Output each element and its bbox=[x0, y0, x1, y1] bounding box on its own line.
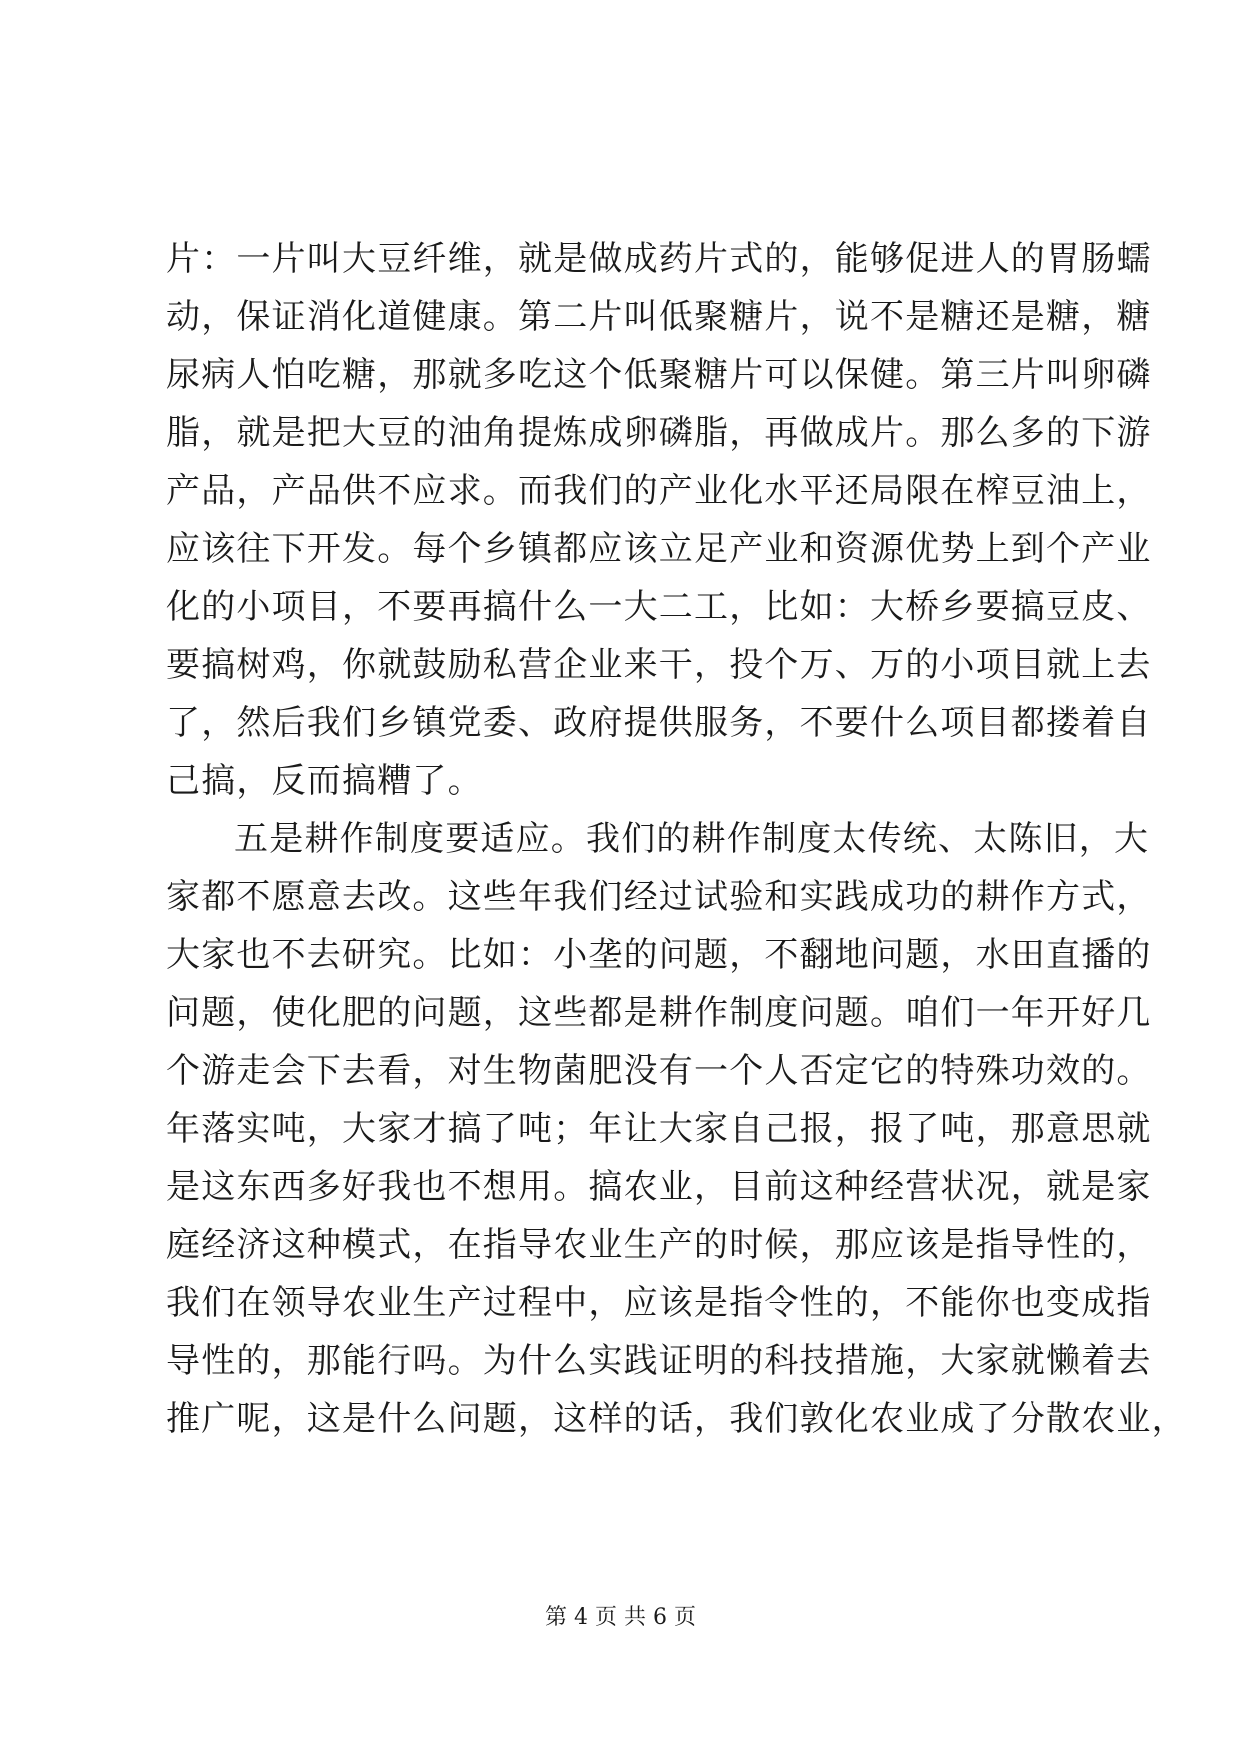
text-line: 推广呢，这是什么问题，这样的话，我们敦化农业成了分散农业， bbox=[166, 1399, 1187, 1439]
text-line: 个游走会下去看，对生物菌肥没有一个人否定它的特殊功效的。 bbox=[166, 1051, 1152, 1091]
text-line: 片：一片叫大豆纤维，就是做成药片式的，能够促进人的胃肠蠕 bbox=[166, 239, 1152, 279]
text-line: 己搞，反而搞糟了。 bbox=[166, 761, 483, 801]
page-footer bbox=[0, 1603, 1241, 1633]
text-line: 应该往下开发。每个乡镇都应该立足产业和资源优势上到个产业 bbox=[166, 529, 1152, 569]
text-line: 家都不愿意去改。这些年我们经过试验和实践成功的耕作方式， bbox=[166, 877, 1152, 917]
text-line: 动，保证消化道健康。第二片叫低聚糖片，说不是糖还是糖，糖 bbox=[166, 297, 1152, 337]
text-line: 尿病人怕吃糖，那就多吃这个低聚糖片可以保健。第三片叫卵磷 bbox=[166, 355, 1152, 395]
text-line: 我们在领导农业生产过程中，应该是指令性的，不能你也变成指 bbox=[166, 1283, 1152, 1323]
text-line: 年落实吨，大家才搞了吨；年让大家自己报，报了吨，那意思就 bbox=[166, 1109, 1152, 1149]
text-line: 脂，就是把大豆的油角提炼成卵磷脂，再做成片。那么多的下游 bbox=[166, 413, 1152, 453]
text-line: 是这东西多好我也不想用。搞农业，目前这种经营状况，就是家 bbox=[166, 1167, 1152, 1207]
text-line: 导性的，那能行吗。为什么实践证明的科技措施，大家就懒着去 bbox=[166, 1341, 1152, 1381]
text-line: 庭经济这种模式，在指导农业生产的时候，那应该是指导性的， bbox=[166, 1225, 1152, 1265]
text-line: 问题，使化肥的问题，这些都是耕作制度问题。咱们一年开好几 bbox=[166, 993, 1152, 1033]
body-text bbox=[166, 230, 1187, 1448]
text-line: 产品，产品供不应求。而我们的产业化水平还局限在榨豆油上， bbox=[166, 471, 1152, 511]
text-line: 大家也不去研究。比如：小垄的问题，不翻地问题，水田直播的 bbox=[166, 935, 1152, 975]
text-line: 化的小项目，不要再搞什么一大二工，比如：大桥乡要搞豆皮、 bbox=[166, 587, 1152, 627]
page-number: 第 4 页 共 6 页 bbox=[545, 1605, 696, 1630]
paragraph-2 bbox=[166, 810, 1187, 1448]
text-line: 要搞树鸡，你就鼓励私营企业来干，投个万、万的小项目就上去 bbox=[166, 645, 1152, 685]
text-line: 了，然后我们乡镇党委、政府提供服务，不要什么项目都搂着自 bbox=[166, 703, 1152, 743]
paragraph-1 bbox=[166, 230, 1152, 810]
text-line: 五是耕作制度要适应。我们的耕作制度太传统、太陈旧，大 bbox=[234, 819, 1150, 859]
